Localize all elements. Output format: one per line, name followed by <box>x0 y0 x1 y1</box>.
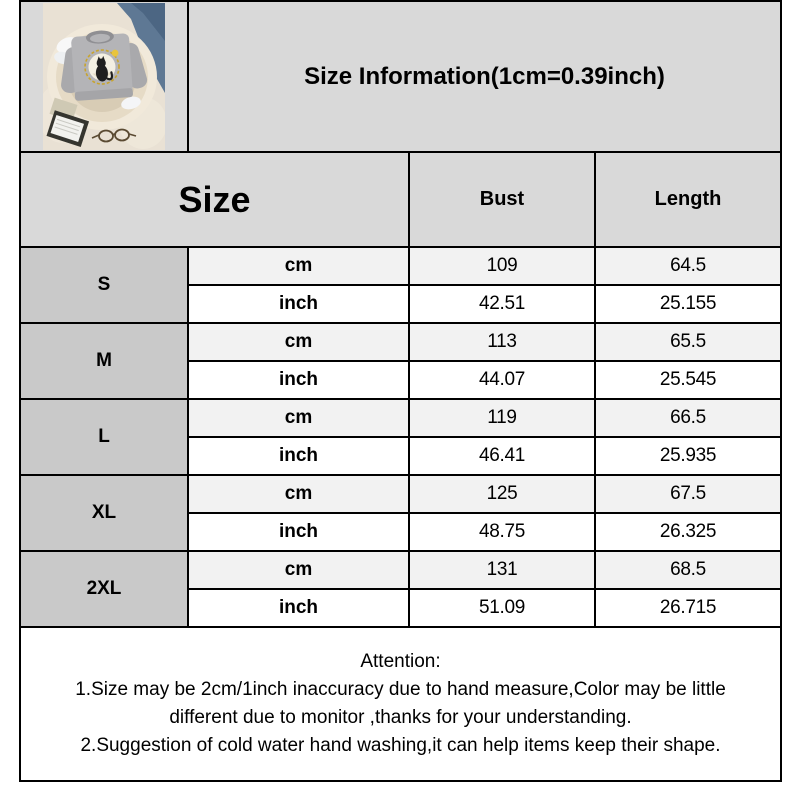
table-row-s-cm <box>20 247 781 285</box>
bust-value: 125 <box>409 475 595 513</box>
size-label-2xl: 2XL <box>20 551 188 627</box>
length-value: 25.545 <box>595 361 781 399</box>
length-value: 64.5 <box>595 247 781 285</box>
bust-value: 113 <box>409 323 595 361</box>
bust-value: 119 <box>409 399 595 437</box>
unit-label-inch: inch <box>188 589 409 627</box>
product-photo-cell <box>20 1 188 152</box>
length-value: 26.715 <box>595 589 781 627</box>
attention-row <box>20 627 781 781</box>
attention-line-3: 2.Suggestion of cold water hand washing,it can help items keep their shape. <box>80 735 721 756</box>
length-value: 67.5 <box>595 475 781 513</box>
attention-line-1: 1.Size may be 2cm/1inch inaccuracy due to hand measure,Color may be little <box>75 679 726 700</box>
size-label-xl: XL <box>20 475 188 551</box>
attention-note <box>20 627 781 781</box>
unit-label-inch: inch <box>188 513 409 551</box>
length-value: 25.935 <box>595 437 781 475</box>
bust-column-header: Bust <box>409 152 595 247</box>
length-value: 65.5 <box>595 323 781 361</box>
bust-value: 51.09 <box>409 589 595 627</box>
unit-label-cm: cm <box>188 475 409 513</box>
bust-value: 131 <box>409 551 595 589</box>
unit-label-inch: inch <box>188 437 409 475</box>
column-header-row <box>20 152 781 247</box>
size-information-header <box>188 1 781 152</box>
sweatshirt-flatlay-illustration <box>43 3 165 150</box>
length-value: 68.5 <box>595 551 781 589</box>
length-value: 25.155 <box>595 285 781 323</box>
table-row-2xl-cm <box>20 551 781 589</box>
size-chart-table <box>19 0 782 782</box>
size-information-sheet <box>19 0 780 782</box>
length-column-header: Length <box>595 152 781 247</box>
bust-value: 46.41 <box>409 437 595 475</box>
unit-label-cm: cm <box>188 399 409 437</box>
bust-value: 48.75 <box>409 513 595 551</box>
length-value: 66.5 <box>595 399 781 437</box>
unit-label-inch: inch <box>188 285 409 323</box>
page-title: Size Information(1cm=0.39inch) <box>304 62 665 90</box>
top-row <box>20 1 781 152</box>
unit-label-cm: cm <box>188 323 409 361</box>
unit-label-cm: cm <box>188 551 409 589</box>
product-photo <box>21 2 187 151</box>
bust-value: 109 <box>409 247 595 285</box>
bust-value: 44.07 <box>409 361 595 399</box>
table-row-m-cm <box>20 323 781 361</box>
size-label-m: M <box>20 323 188 399</box>
attention-title: Attention: <box>360 651 441 672</box>
size-column-header: Size <box>20 152 409 247</box>
bust-value: 42.51 <box>409 285 595 323</box>
table-row-xl-cm <box>20 475 781 513</box>
table-row-l-cm <box>20 399 781 437</box>
size-label-l: L <box>20 399 188 475</box>
attention-line-2: different due to monitor ,thanks for your understanding. <box>169 707 632 728</box>
size-label-s: S <box>20 247 188 323</box>
unit-label-inch: inch <box>188 361 409 399</box>
unit-label-cm: cm <box>188 247 409 285</box>
length-value: 26.325 <box>595 513 781 551</box>
